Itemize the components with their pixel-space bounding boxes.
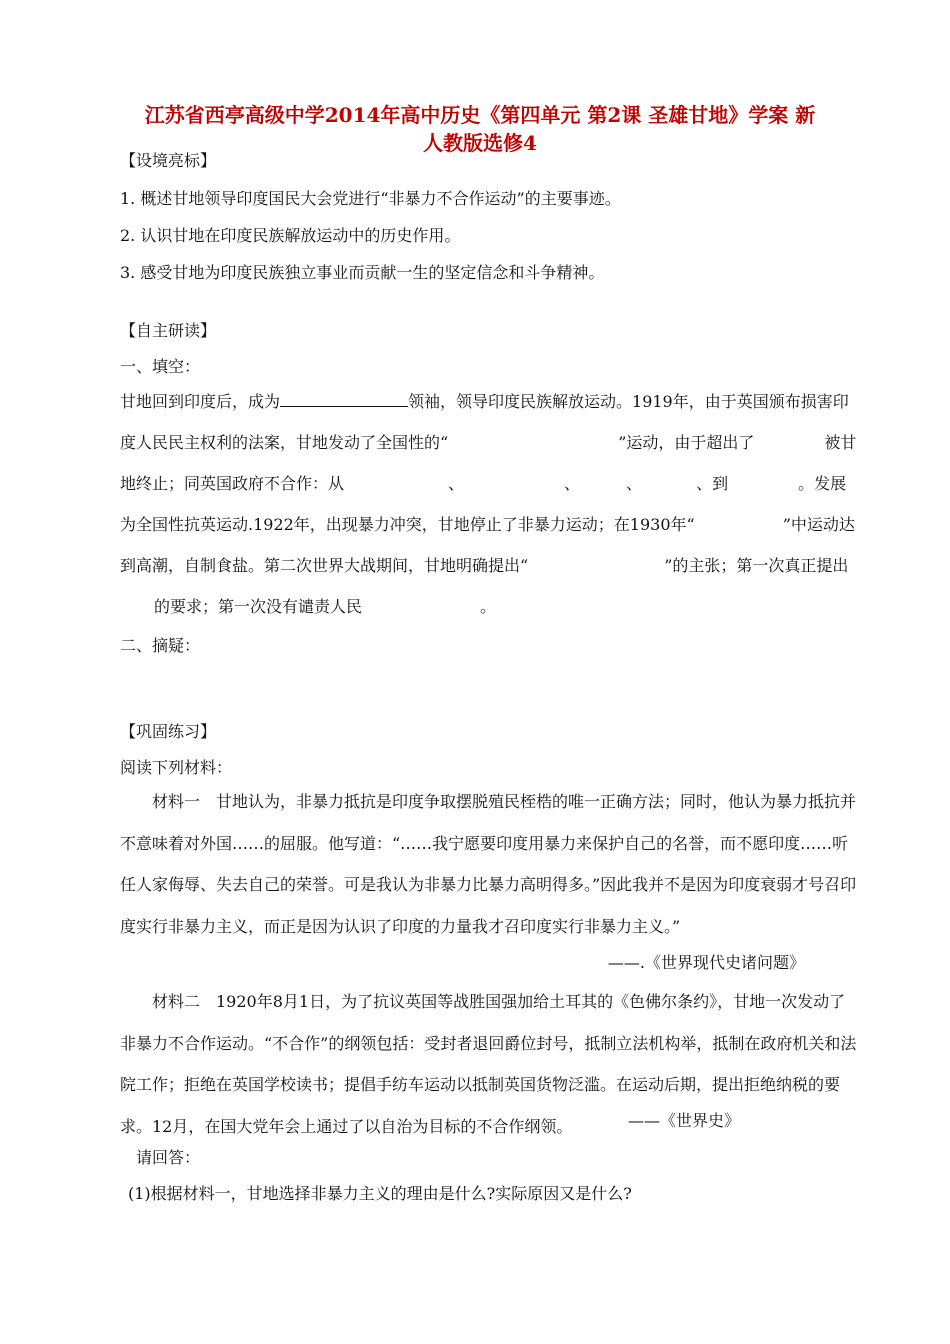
fill-text: 领袖，领导印度民族解放运动。1919年，由于英国颁布损害印度人民民主权利的法案，甘地发动了全国性的“ [120, 392, 849, 452]
fill-text: 甘地回到印度后，成为 [120, 392, 281, 411]
material-two: 材料二 1920年8月1日，为了抗议英国等战胜国强加给土耳其的《色佛尔条约》，甘地一次发动了非暴力不合作运动。“不合作”的纲领包括：受封者退回爵位封号，抵制立法机构举，抵制在政府机关和法院工作；拒绝在英国学校读书；提倡手纺车运动以抵制英国货物泛滥。在运动后期，提出拒绝纳税的要求。12月，在国大党年会上通过了以自治为目标的不合作纲领。 [120, 992, 857, 1136]
material-one: 材料一 甘地认为，非暴力抵抗是印度争取摆脱殖民桎梏的唯一正确方法；同时，他认为暴力抵抗并不意味着对外国……的屈服。他写道：“……我宁愿要印度用暴力来保护自己的名誉，而不愿印度……听任人家侮辱、失去自己的荣誉。可是我认为非暴力比暴力高明得多。”因此我并不是因为印度衰弱才号召印度实行非暴力主义，而正是因为认识了印度的力量我才召印度实行非暴力主义。” [120, 792, 857, 936]
goal-item-1: 1. 概述甘地领导印度国民大会党进行“非暴力不合作运动”的主要事迹。 [120, 189, 621, 208]
reading-instruction: 阅读下列材料： [120, 758, 233, 777]
fill-text: ”的主张；第一次真正提出 [664, 556, 849, 575]
fill-text: 、 [564, 474, 581, 493]
goal-item-2: 2. 认识甘地在印度民族解放运动中的历史作用。 [120, 226, 461, 245]
fill-text: 。发展为全国性抗英运动.1922年，出现暴力冲突，甘地停止了非暴力运动；在1930年“ [120, 474, 847, 534]
section-heading-self-study: 【自主研读】 [120, 321, 217, 340]
title-line-1: 江苏省西亭高级中学2014年高中历史《第四单元 第2课 圣雄甘地》学案 新 [144, 103, 816, 127]
answer-prompt: 请回答： [136, 1148, 201, 1167]
questions-heading: 二、摘疑： [120, 636, 201, 655]
fill-text: 的要求；第一次没有谴责人民 [154, 597, 363, 616]
material-two-source: ——《世界史》 [627, 1111, 740, 1130]
section-heading-practice: 【巩固练习】 [120, 722, 217, 741]
answer-blank[interactable] [280, 392, 408, 407]
document-title [95, 101, 865, 157]
fill-text: 、 [448, 474, 465, 493]
fill-in-paragraph [120, 381, 860, 627]
goal-item-3: 3. 感受甘地为印度民族独立事业而贡献一生的坚定信念和斗争精神。 [120, 263, 605, 282]
fill-text: 被甘地终止；同英国政府不合作：从 [120, 433, 857, 493]
fill-text: ”运动，由于超出了 [618, 433, 755, 452]
question-1: (1)根据材料一，甘地选择非暴力主义的理由是什么?实际原因又是什么? [128, 1184, 632, 1203]
fill-text: ”中运动达到高潮，自制食盐。第二次世界大战期间，甘地明确提出“ [120, 515, 855, 575]
fill-text: 。 [480, 597, 497, 616]
fill-text: 、到 [696, 474, 729, 493]
fill-in-heading: 一、填空： [120, 357, 201, 376]
section-heading-goals: 【设境亮标】 [120, 151, 217, 170]
fill-text: 、 [626, 474, 643, 493]
material-one-source: ——.《世界现代史诸问题》 [607, 953, 805, 972]
title-line-2: 人教版选修4 [423, 131, 537, 155]
